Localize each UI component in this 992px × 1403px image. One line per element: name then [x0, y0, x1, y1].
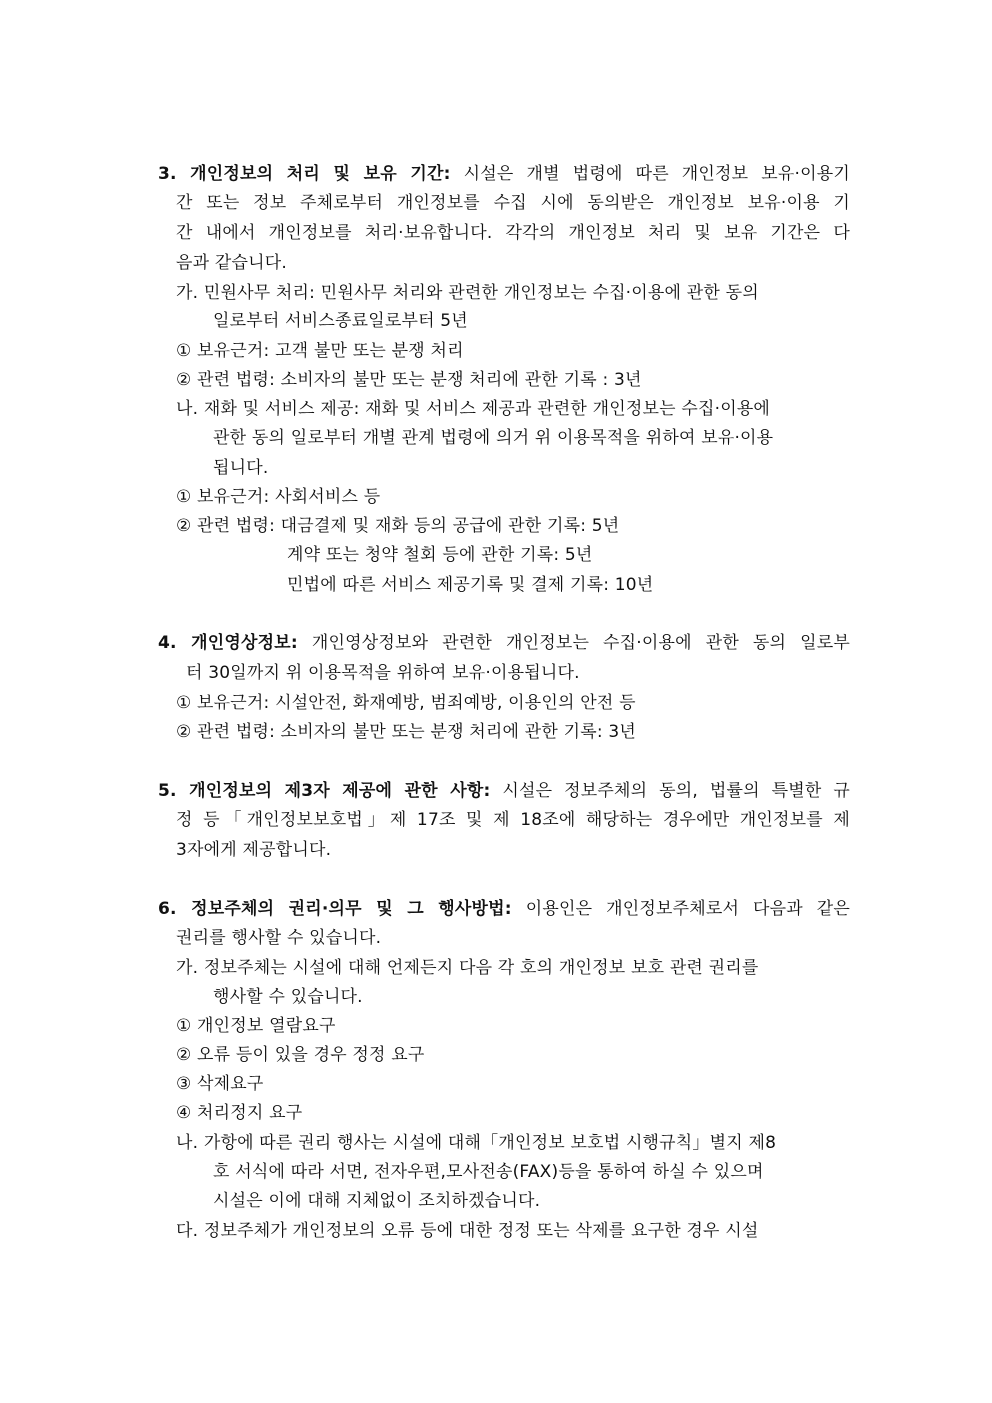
text-line: [186, 662, 580, 684]
text-line: [176, 192, 850, 214]
text-line: [176, 340, 464, 362]
line-text: ② 오류 등이 있을 경우 정정 요구: [176, 1045, 425, 1065]
text-line: [176, 222, 850, 244]
section-title: 3. 개인정보의 처리 및 보유 기간:: [158, 164, 451, 184]
text-line: [176, 927, 381, 949]
text-line: [176, 721, 636, 743]
line-text: 민법에 따른 서비스 제공기록 및 결제 기록: 10년: [287, 575, 654, 595]
text-line: [176, 809, 850, 831]
text-line: [176, 839, 331, 861]
line-text: 일로부터 서비스종료일로부터 5년: [213, 311, 468, 331]
text-line: [176, 398, 770, 420]
line-text: 터 30일까지 위 이용목적을 위하여 보유·이용됩니다.: [186, 663, 580, 683]
text-line: [176, 1044, 425, 1066]
line-text: 권리를 행사할 수 있습니다.: [176, 928, 382, 948]
line-text: 음과 같습니다.: [176, 253, 287, 273]
text-line: [176, 1220, 759, 1242]
line-text: 계약 또는 청약 철회 등에 관한 기록: 5년: [287, 545, 593, 565]
text-line: [287, 574, 653, 596]
section-heading-line: [158, 780, 850, 802]
line-text: 다. 정보주체가 개인정보의 오류 등에 대한 정정 또는 삭제를 요구한 경우 시설: [176, 1221, 759, 1241]
line-text: 시설은 정보주체의 동의, 법률의 특별한 규: [490, 781, 850, 801]
line-text: 시설은 이에 대해 지체없이 조치하겠습니다.: [213, 1191, 541, 1211]
section-heading-line: [158, 898, 850, 920]
line-text: ② 관련 법령: 대금결제 및 재화 등의 공급에 관한 기록: 5년: [176, 516, 620, 536]
line-text: 가. 정보주체는 시설에 대해 언제든지 다음 각 호의 개인정보 보호 관련 권리를: [176, 958, 759, 978]
text-line: [213, 310, 468, 332]
line-text: 간 또는 정보 주체로부터 개인정보를 수집 시에 동의받은 개인정보 보유·이용 기: [176, 193, 850, 213]
text-line: [176, 692, 636, 714]
section-title: 4. 개인영상정보:: [158, 633, 298, 653]
line-text: ② 관련 법령: 소비자의 불만 또는 분쟁 처리에 관한 기록: 3년: [176, 722, 637, 742]
text-line: [176, 282, 759, 304]
line-text: 정 등「개인정보보호법」제 17조 및 제 18조에 해당하는 경우에만 개인정보를 제: [176, 810, 850, 830]
line-text: ① 보유근거: 시설안전, 화재예방, 범죄예방, 이용인의 안전 등: [176, 693, 636, 713]
text-line: [176, 957, 759, 979]
section-heading-line: [158, 632, 850, 654]
line-text: 간 내에서 개인정보를 처리·보유합니다. 각각의 개인정보 처리 및 보유 기간은 다: [176, 223, 850, 243]
text-line: [213, 1190, 540, 1212]
line-text: ① 보유근거: 사회서비스 등: [176, 487, 381, 507]
line-text: 나. 재화 및 서비스 제공: 재화 및 서비스 제공과 관련한 개인정보는 수집·이용에: [176, 399, 771, 419]
line-text: 행사할 수 있습니다.: [213, 987, 363, 1007]
line-text: 관한 동의 일로부터 개별 관계 법령에 의거 위 이용목적을 위하여 보유·이용: [213, 428, 774, 448]
line-text: 이용인은 개인정보주체로서 다음과 같은: [511, 899, 851, 919]
line-text: 시설은 개별 법령에 따른 개인정보 보유·이용기: [450, 164, 850, 184]
text-line: [213, 986, 363, 1008]
text-line: [176, 252, 287, 274]
section-title: 6. 정보주체의 권리·의무 및 그 행사방법:: [158, 899, 512, 919]
line-text: 나. 가항에 따른 권리 행사는 시설에 대해「개인정보 보호법 시행규칙」별지 제8: [176, 1133, 777, 1153]
text-line: [176, 1102, 302, 1124]
line-text: ① 보유근거: 고객 불만 또는 분쟁 처리: [176, 341, 464, 361]
section-heading-line: [158, 163, 850, 185]
text-line: [176, 369, 642, 391]
text-line: [176, 515, 619, 537]
text-line: [176, 1073, 264, 1095]
line-text: ③ 삭제요구: [176, 1074, 264, 1094]
text-line: [176, 486, 380, 508]
line-text: ④ 처리정지 요구: [176, 1103, 303, 1123]
section-title: 5. 개인정보의 제3자 제공에 관한 사항:: [158, 781, 491, 801]
text-line: [176, 1132, 776, 1154]
text-line: [213, 427, 773, 449]
line-text: 3자에게 제공합니다.: [176, 840, 332, 860]
text-line: [176, 1015, 336, 1037]
text-line: [213, 457, 268, 479]
line-text: ② 관련 법령: 소비자의 불만 또는 분쟁 처리에 관한 기록 : 3년: [176, 370, 642, 390]
line-text: ① 개인정보 열람요구: [176, 1016, 336, 1036]
line-text: 가. 민원사무 처리: 민원사무 처리와 관련한 개인정보는 수집·이용에 관한 동의: [176, 283, 759, 303]
line-text: 됩니다.: [213, 458, 269, 478]
text-line: [287, 544, 593, 566]
line-text: 개인영상정보와 관련한 개인정보는 수집·이용에 관한 동의 일로부: [297, 633, 850, 653]
line-text: 호 서식에 따라 서면, 전자우편,모사전송(FAX)등을 통하여 하실 수 있으며: [213, 1162, 764, 1182]
text-line: [213, 1161, 764, 1183]
